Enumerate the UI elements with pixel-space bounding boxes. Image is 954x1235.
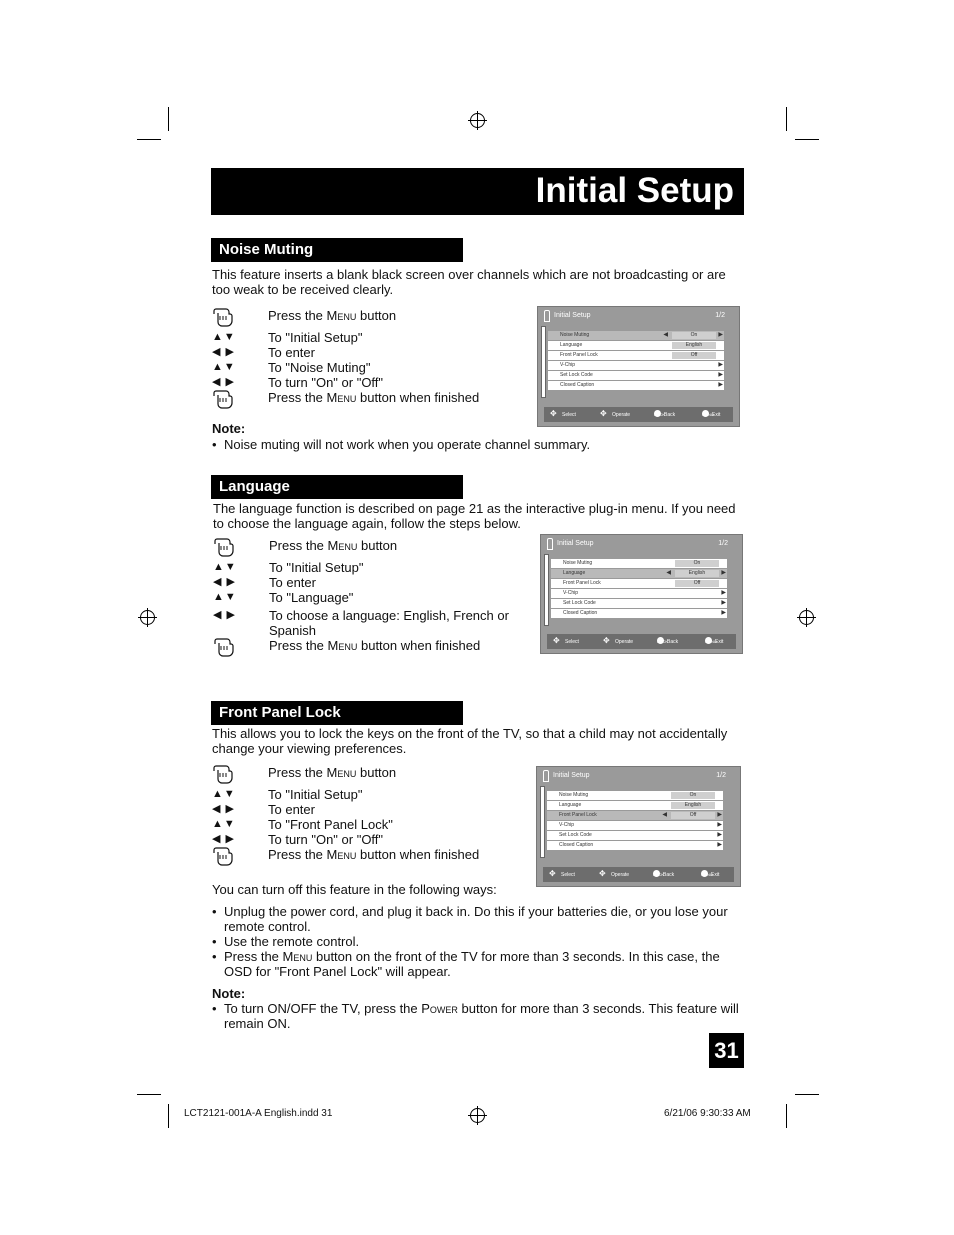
osd-menu-item <box>548 341 724 350</box>
right-arrow-icon: ▶ <box>718 372 723 378</box>
osd-menu-item <box>548 361 724 370</box>
operate-icon: ✥ <box>603 636 610 645</box>
osd-header <box>537 767 740 785</box>
note-block <box>212 986 742 1031</box>
step-text: To enter <box>268 802 315 817</box>
right-arrow-icon: ▶ <box>721 610 726 616</box>
osd-menu-label: Language <box>560 342 583 348</box>
osd-footer-back: Back <box>663 872 675 878</box>
osd-footer-back-label: BACK <box>654 412 665 417</box>
osd-menu-value: English <box>672 342 716 349</box>
crop-mark <box>168 107 169 131</box>
button-name: Menu <box>326 847 357 862</box>
osd-menu-list <box>548 331 724 391</box>
crop-mark <box>168 1104 169 1128</box>
setup-icon <box>543 770 549 782</box>
right-arrow-icon: ▶ <box>718 382 723 388</box>
osd-menu-label: V-Chip <box>560 362 576 368</box>
section-heading-noise-muting <box>211 238 463 262</box>
operate-icon: ✥ <box>600 409 607 418</box>
left-right-arrows-icon: ◀ ▶ <box>212 833 235 845</box>
osd-menu-item <box>547 801 723 810</box>
ways-list <box>212 904 742 979</box>
osd-screen-language <box>540 534 743 654</box>
osd-menu-label: Language <box>563 570 586 576</box>
note-item: • Noise muting will not work when you operate channel summary. <box>212 437 591 452</box>
osd-menu-value: On <box>675 560 719 567</box>
osd-footer-exit: Exit <box>712 412 721 418</box>
osd-screen-noise-muting <box>537 306 740 427</box>
osd-title: Initial Setup <box>557 540 594 547</box>
note-item: • To turn ON/OFF the TV, press the Power button for more than 3 seconds. This feature will remain ON. <box>212 1001 739 1031</box>
osd-menu-label: Front Panel Lock <box>559 812 597 818</box>
osd-menu-value: Off <box>675 580 719 587</box>
page-number: 31 <box>709 1033 744 1068</box>
crop-mark <box>137 1094 161 1095</box>
osd-menu-item <box>547 831 723 840</box>
setup-icon <box>544 310 550 322</box>
hand-icon <box>212 388 234 410</box>
crop-mark <box>786 1104 787 1128</box>
osd-menu-value: English <box>675 570 719 577</box>
osd-footer-exit: Exit <box>715 639 724 645</box>
osd-footer-operate: Operate <box>615 639 634 645</box>
select-icon: ✥ <box>550 409 557 418</box>
hand-icon <box>213 536 235 563</box>
hand-icon <box>213 536 235 558</box>
registration-mark-icon <box>470 1108 485 1123</box>
osd-menu-list <box>551 559 727 619</box>
osd-menu-value: On <box>671 792 715 799</box>
osd-menu-item <box>551 579 727 588</box>
registration-mark-icon <box>799 610 814 625</box>
osd-menu-item <box>547 821 723 830</box>
section-heading-text: Noise Muting <box>219 241 314 258</box>
osd-menu-label: Noise Muting <box>563 560 593 566</box>
step-text: To "Language" <box>269 590 354 605</box>
osd-menu-label: Closed Caption <box>559 842 594 848</box>
right-arrow-icon: ▶ <box>717 832 722 838</box>
osd-scrollbar <box>541 326 546 398</box>
right-arrow-icon: ▶ <box>717 842 722 848</box>
osd-footer-back: Back <box>667 639 679 645</box>
osd-menu-label: Closed Caption <box>560 382 595 388</box>
left-right-arrows-icon: ◀ ▶ <box>212 346 235 358</box>
osd-footer-menu-label: MENU <box>702 412 714 417</box>
up-down-arrows-icon: ▲▼ <box>212 361 236 373</box>
note-block <box>212 421 590 452</box>
list-item: • Press the Menu button on the front of the TV for more than 3 seconds. In this case, the OSD for "Front Panel Lock" will appear. <box>212 949 720 979</box>
step-text: To "Initial Setup" <box>268 787 363 802</box>
osd-header <box>541 535 742 553</box>
list-item: • Unplug the power cord, and plug it back in. Do this if your batteries die, or you lose your remote control. <box>212 904 728 934</box>
step-text: To "Initial Setup" <box>268 330 363 345</box>
osd-footer <box>547 634 736 649</box>
osd-menu-value: Off <box>671 812 715 819</box>
osd-footer-select: Select <box>565 639 579 645</box>
osd-menu-label: Noise Muting <box>560 332 590 338</box>
osd-menu-item <box>548 371 724 380</box>
crop-mark <box>786 107 787 131</box>
list-item: • Use the remote control. <box>212 934 360 949</box>
registration-mark-icon <box>140 610 155 625</box>
button-name: Menu <box>326 765 357 780</box>
hand-icon <box>212 845 234 867</box>
button-name: Menu <box>327 538 358 553</box>
ways-intro: You can turn off this feature in the following ways: <box>212 882 497 897</box>
list-item-text: Use the remote control. <box>224 934 360 949</box>
hand-icon <box>212 763 234 785</box>
section-heading-text: Language <box>219 478 290 495</box>
osd-menu-label: Noise Muting <box>559 792 589 798</box>
osd-menu-item <box>548 331 724 340</box>
osd-footer <box>543 867 734 882</box>
button-name: Menu <box>326 390 357 405</box>
section-heading-front-panel-lock <box>211 701 463 725</box>
osd-footer-operate: Operate <box>611 872 630 878</box>
hand-icon <box>212 306 234 333</box>
step-text: To "Initial Setup" <box>269 560 364 575</box>
step-text: To "Noise Muting" <box>268 360 371 375</box>
step-text: To turn "On" or "Off" <box>268 375 384 390</box>
select-icon: ✥ <box>553 636 560 645</box>
osd-menu-label: Language <box>559 802 582 808</box>
hand-icon <box>212 845 234 872</box>
step-text: To choose a language: English, French or Spanish <box>269 608 509 638</box>
up-down-arrows-icon: ▲▼ <box>213 591 237 603</box>
osd-footer-back-label: BACK <box>657 639 668 644</box>
left-arrow-icon: ◀ <box>663 332 668 338</box>
osd-page: 1/2 <box>715 312 725 319</box>
up-down-arrows-icon: ▲▼ <box>212 788 236 800</box>
select-icon: ✥ <box>549 869 556 878</box>
right-arrow-icon: ▶ <box>718 332 723 338</box>
step-text: Press the Menu button <box>269 538 398 553</box>
up-down-arrows-icon: ▲▼ <box>213 561 237 573</box>
up-down-arrows-icon: ▲▼ <box>212 818 236 830</box>
osd-footer-exit: Exit <box>711 872 720 878</box>
button-name: Menu <box>327 638 358 653</box>
osd-menu-item <box>551 589 727 598</box>
list-item-text: Press the <box>224 949 283 964</box>
step-text: Press the Menu button when finished <box>268 847 480 862</box>
note-label: Note: <box>212 421 246 436</box>
setup-icon <box>547 538 553 550</box>
note-text: button for more than 3 seconds. This feature will remain ON. <box>224 1001 739 1031</box>
osd-footer-menu-label: MENU <box>705 639 717 644</box>
step-text: To "Front Panel Lock" <box>268 817 393 832</box>
left-arrow-icon: ◀ <box>662 812 667 818</box>
osd-menu-item <box>547 791 723 800</box>
step-text: Press the Menu button when finished <box>269 638 481 653</box>
crop-mark <box>795 1094 819 1095</box>
left-right-arrows-icon: ◀ ▶ <box>212 803 235 815</box>
osd-menu-label: Set Lock Code <box>559 832 592 838</box>
osd-menu-label: V-Chip <box>563 590 579 596</box>
osd-menu-item <box>551 569 727 578</box>
osd-scrollbar <box>544 554 549 626</box>
crop-mark <box>795 139 819 140</box>
osd-footer-operate: Operate <box>612 412 631 418</box>
step-text: To enter <box>268 345 315 360</box>
hand-icon <box>213 636 235 663</box>
right-arrow-icon: ▶ <box>721 600 726 606</box>
hand-icon <box>213 636 235 658</box>
osd-title: Initial Setup <box>554 312 591 319</box>
osd-footer-back: Back <box>664 412 676 418</box>
step-text: Press the Menu button when finished <box>268 390 480 405</box>
intro-text: This allows you to lock the keys on the front of the TV, so that a child may not accidentally change your viewing preferences. <box>212 726 728 756</box>
right-arrow-icon: ▶ <box>717 822 722 828</box>
note-text: Noise muting will not work when you operate channel summary. <box>224 437 591 452</box>
hand-icon <box>212 306 234 328</box>
osd-footer <box>544 407 733 422</box>
osd-menu-label: V-Chip <box>559 822 575 828</box>
osd-page: 1/2 <box>716 772 726 779</box>
title-bar <box>211 168 744 215</box>
osd-menu-label: Closed Caption <box>563 610 598 616</box>
osd-scrollbar <box>540 786 545 858</box>
osd-menu-value: English <box>671 802 715 809</box>
note-label: Note: <box>212 986 246 1001</box>
step-text: Press the Menu button <box>268 308 397 323</box>
crop-mark <box>137 139 161 140</box>
right-arrow-icon: ▶ <box>721 570 726 576</box>
button-name: Power <box>421 1001 458 1016</box>
list-item-text: Unplug the power cord, and plug it back in. Do this if your batteries die, or you lose your remote control. <box>224 904 728 934</box>
footer-timestamp: 6/21/06 9:30:33 AM <box>664 1108 751 1119</box>
left-right-arrows-icon: ◀ ▶ <box>212 376 235 388</box>
page-title: Initial Setup <box>535 171 734 210</box>
right-arrow-icon: ▶ <box>718 362 723 368</box>
left-right-arrows-icon: ◀ ▶ <box>213 576 236 588</box>
step-text: To enter <box>269 575 316 590</box>
left-arrow-icon: ◀ <box>666 570 671 576</box>
osd-menu-value: On <box>672 332 716 339</box>
intro-text: The language function is described on page 21 as the interactive plug-in menu. If you need to choose the language again, follow the steps below. <box>213 501 736 531</box>
hand-icon <box>212 388 234 415</box>
button-name: Menu <box>326 308 357 323</box>
osd-menu-item <box>551 559 727 568</box>
right-arrow-icon: ▶ <box>717 812 722 818</box>
osd-menu-item <box>547 841 723 850</box>
osd-menu-value: Off <box>672 352 716 359</box>
note-text: To turn ON/OFF the TV, press the <box>224 1001 422 1016</box>
osd-menu-label: Set Lock Code <box>560 372 593 378</box>
button-name: Menu <box>282 949 313 964</box>
osd-menu-item <box>551 599 727 608</box>
step-text: To turn "On" or "Off" <box>268 832 384 847</box>
osd-menu-label: Set Lock Code <box>563 600 596 606</box>
osd-footer-back-label: BACK <box>653 872 664 877</box>
osd-menu-item <box>547 811 723 820</box>
operate-icon: ✥ <box>599 869 606 878</box>
osd-page: 1/2 <box>718 540 728 547</box>
osd-title: Initial Setup <box>553 772 590 779</box>
osd-menu-label: Front Panel Lock <box>563 580 601 586</box>
osd-footer-select: Select <box>561 872 575 878</box>
registration-mark-icon <box>470 113 485 128</box>
osd-footer-select: Select <box>562 412 576 418</box>
up-down-arrows-icon: ▲▼ <box>212 331 236 343</box>
osd-screen-front-panel-lock <box>536 766 741 887</box>
footer-filename: LCT2121-001A-A English.indd 31 <box>184 1108 333 1119</box>
osd-menu-item <box>548 381 724 390</box>
osd-footer-menu-label: MENU <box>701 872 713 877</box>
intro-text: This feature inserts a blank black screen over channels which are not broadcasting or are too weak to be received clearly. <box>212 267 726 297</box>
osd-menu-item <box>548 351 724 360</box>
hand-icon <box>212 763 234 790</box>
section-heading-text: Front Panel Lock <box>219 704 341 721</box>
osd-menu-list <box>547 791 723 851</box>
left-right-arrows-icon: ◀ ▶ <box>213 609 236 621</box>
osd-header <box>538 307 739 325</box>
section-heading-language <box>211 475 463 499</box>
osd-menu-item <box>551 609 727 618</box>
right-arrow-icon: ▶ <box>721 590 726 596</box>
osd-menu-label: Front Panel Lock <box>560 352 598 358</box>
list-item-text: button on the front of the TV for more than 3 seconds. In this case, the OSD for "Front Panel Lock" will appear. <box>224 949 720 979</box>
step-text: Press the Menu button <box>268 765 397 780</box>
